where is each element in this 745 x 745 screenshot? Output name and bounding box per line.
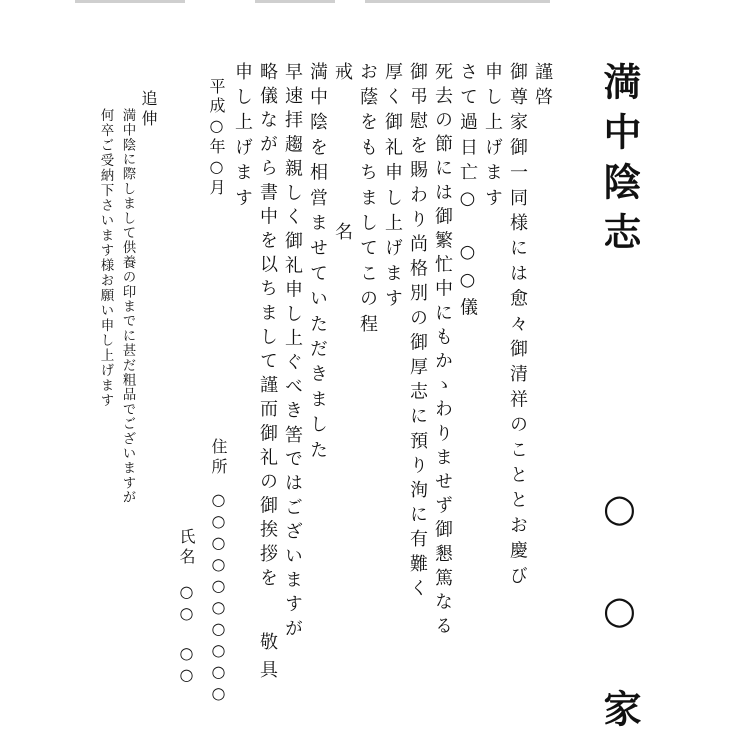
address-label: 住所 (209, 438, 228, 478)
body-line: 略儀ながら書中を以ちまして謹而御礼の御挨拶を (257, 62, 278, 593)
body-line: 戒 名 (332, 62, 353, 262)
postscript-line: 何卒ご受納下さいます様お願い申し上げます (97, 108, 114, 408)
letter-title: 満中陰志 (597, 62, 642, 262)
top-edge-line (75, 0, 185, 3)
body-line: 謹啓 (532, 62, 553, 113)
body-line: 申し上げます (232, 62, 253, 214)
address-value: ○○○○○○○○○○ (209, 490, 228, 705)
postscript-line: 満中陰に際しまして供養の印までに甚だ粗品でございますが (119, 108, 136, 505)
body-line: 死去の節には御繁忙中にもかゝわりませず御懇篤なる (432, 62, 453, 641)
top-edge-line (365, 0, 550, 3)
body-line: 満中陰を相営ませていただきました (307, 62, 328, 466)
body-line: 御弔慰を賜わり尚格別の御厚志に預り洵に有難く (407, 62, 428, 604)
name-label: 氏名 (177, 528, 196, 568)
postscript-heading: 追伸 (139, 90, 158, 130)
closing: 敬具 (257, 632, 278, 688)
body-line: 厚く御礼申し上げます (382, 62, 403, 314)
body-line: 申し上げます (482, 62, 503, 214)
body-line: さて過日亡○ ○○儀 (457, 62, 478, 323)
date: 平成○年○月 (207, 78, 226, 198)
family-name: ○ ○ 家 (597, 485, 642, 733)
body-line: 御尊家御一同様には愈々御清祥のこととお慶び (507, 62, 528, 592)
body-line: 早速拝趨親しく御礼申し上ぐべき筈ではございますが (282, 62, 303, 643)
name-value: ○○ ○○ (177, 582, 196, 687)
body-line: お蔭をもちましてこの程 (357, 62, 378, 340)
top-edge-line (255, 0, 335, 3)
